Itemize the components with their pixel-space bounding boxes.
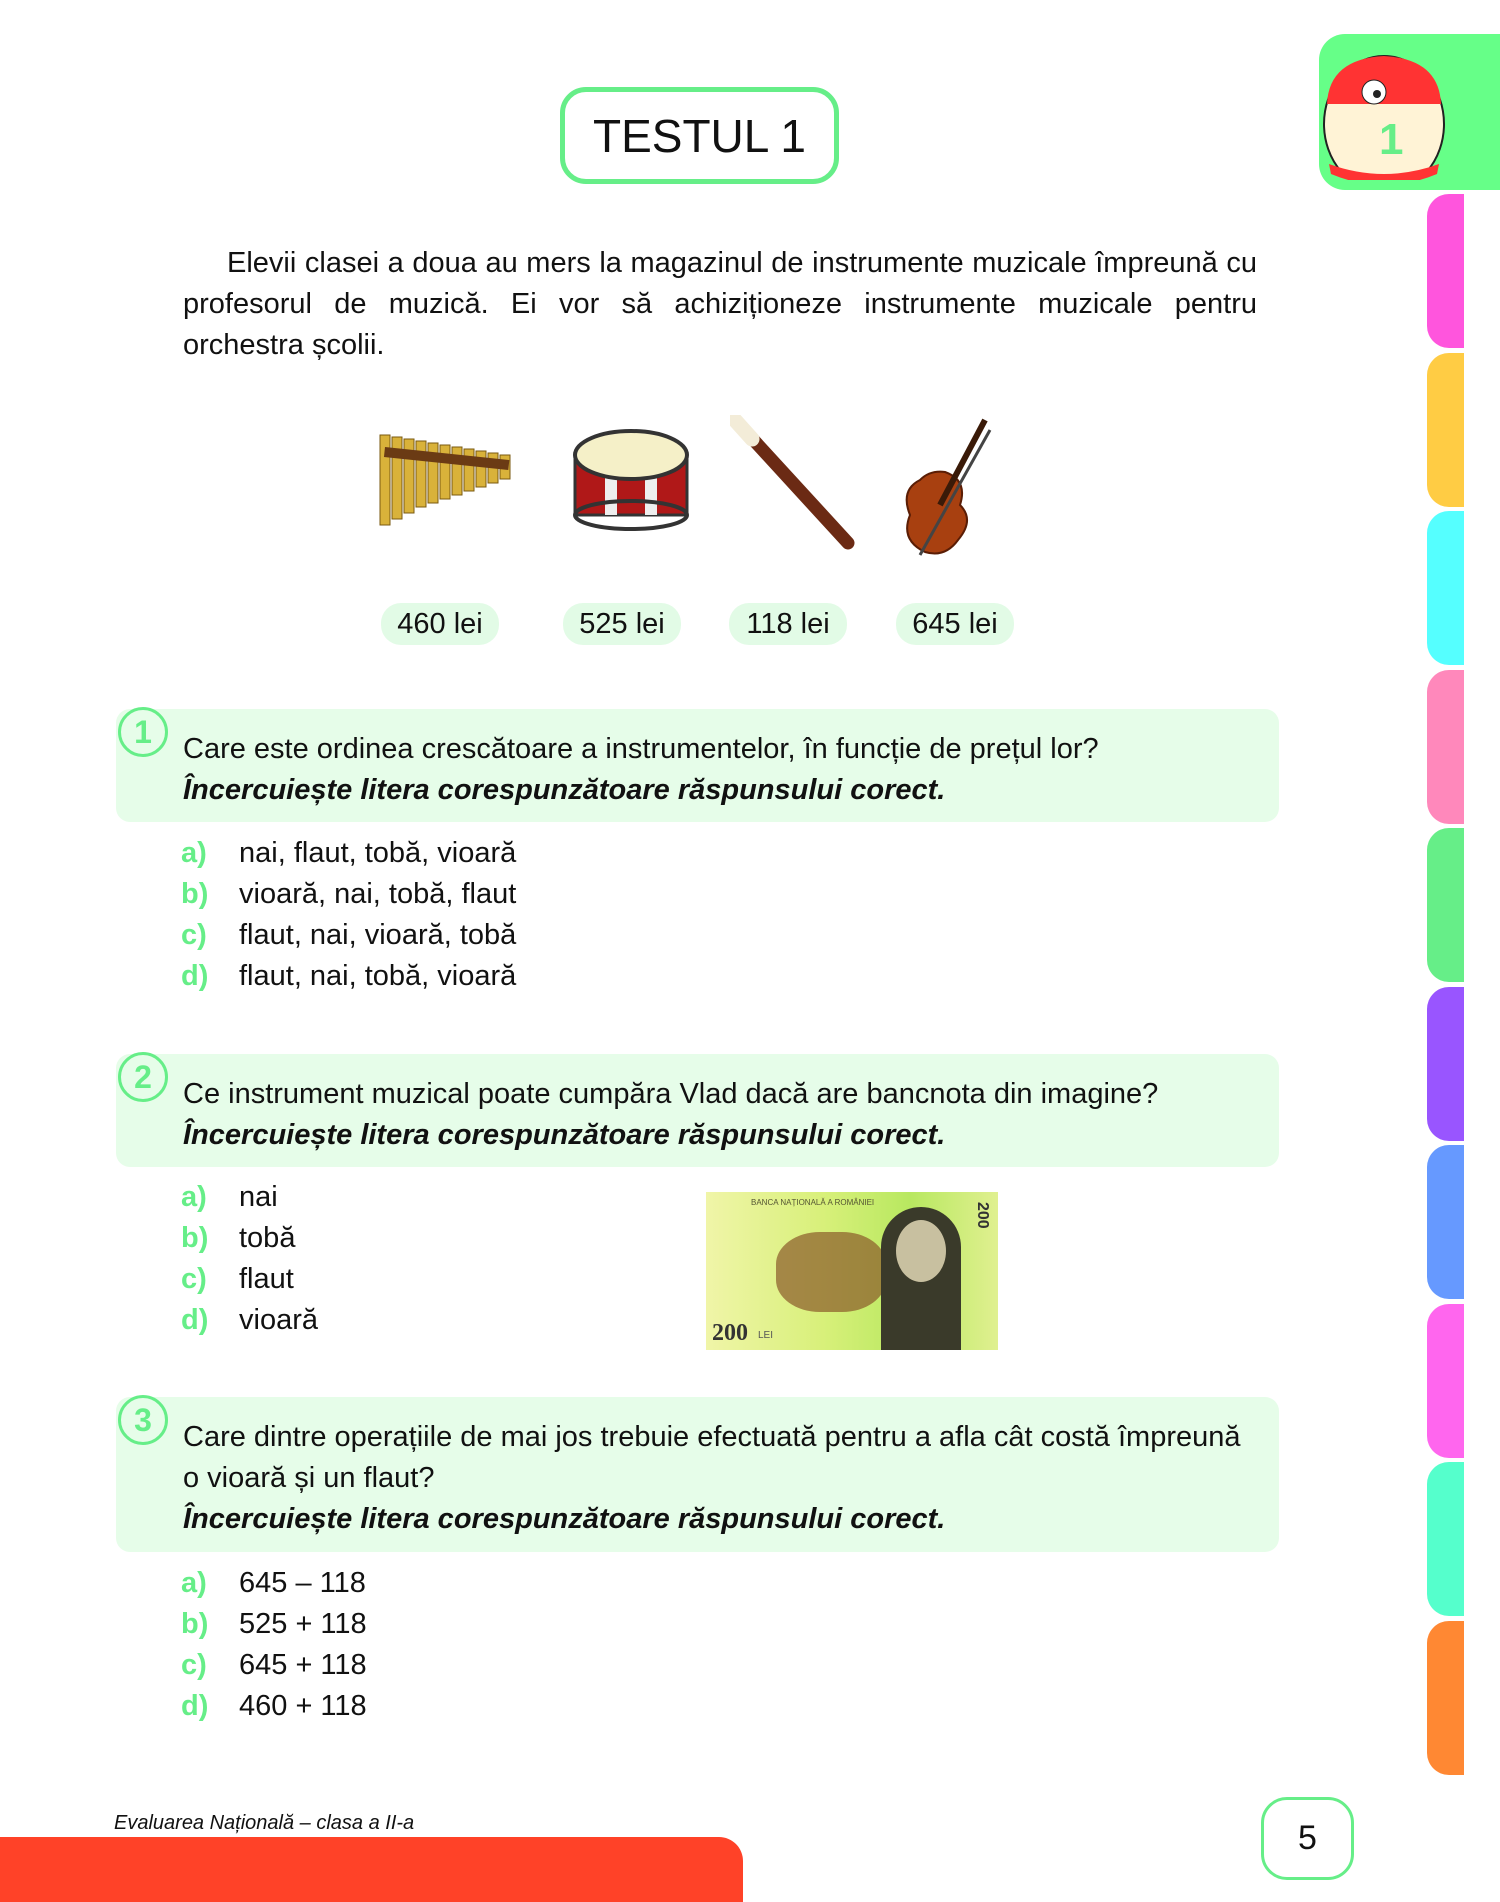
violin-icon bbox=[880, 410, 1000, 560]
option-c[interactable]: c) 645 + 118 bbox=[181, 1649, 367, 1681]
question-number: 2 bbox=[118, 1052, 168, 1102]
price-flute: 118 lei bbox=[729, 603, 847, 645]
price-drum: 525 lei bbox=[563, 603, 681, 645]
mascot-number: 1 bbox=[1379, 115, 1404, 164]
option-a[interactable]: a) 645 – 118 bbox=[181, 1567, 366, 1599]
question-number: 1 bbox=[118, 707, 168, 757]
page-number: 5 bbox=[1261, 1797, 1354, 1880]
intro-paragraph: Elevii clasei a doua au mers la magazinul de instrumente muzicale împreună cu profesorul de muzică. Ei vor să achiziționeze instrumente muzicale pentru orchestra școlii. bbox=[183, 247, 1257, 361]
option-d[interactable]: d) vioară bbox=[181, 1304, 318, 1336]
option-c[interactable]: c) flaut bbox=[181, 1263, 294, 1295]
option-d[interactable]: d) flaut, nai, tobă, vioară bbox=[181, 960, 517, 992]
question-instruction: Încercuiește litera corespunzătoare răspunsului corect. bbox=[183, 774, 946, 806]
page-title: TESTUL 1 bbox=[560, 87, 839, 184]
question-2 bbox=[116, 1054, 1279, 1167]
side-tab-5 bbox=[1427, 828, 1464, 982]
question-text: Care dintre operațiile de mai jos trebuie efectuată pentru a afla cât costă împreună o vioară și un flaut? bbox=[183, 1421, 1241, 1494]
panpipe-icon bbox=[375, 425, 535, 535]
flute-icon bbox=[730, 415, 860, 555]
question-3-options bbox=[181, 1563, 367, 1727]
option-b[interactable]: b) tobă bbox=[181, 1222, 296, 1254]
side-tab-10 bbox=[1427, 1621, 1464, 1775]
mascot-badge bbox=[1319, 34, 1500, 190]
banknote-image: BANCA NAȚIONALĂ A ROMÂNIEI 200 200 LEI bbox=[706, 1192, 998, 1350]
side-tab-7 bbox=[1427, 1145, 1464, 1299]
option-a[interactable]: a) nai bbox=[181, 1181, 278, 1213]
side-tab-6 bbox=[1427, 987, 1464, 1141]
question-text: Care este ordinea crescătoare a instrumentelor, în funcție de prețul lor? bbox=[183, 733, 1099, 765]
side-tab-4 bbox=[1427, 670, 1464, 824]
footer-text: Evaluarea Națională – clasa a II-a bbox=[114, 1812, 415, 1834]
option-c[interactable]: c) flaut, nai, vioară, tobă bbox=[181, 919, 517, 951]
question-instruction: Încercuiește litera corespunzătoare răspunsului corect. bbox=[183, 1119, 946, 1151]
question-number: 3 bbox=[118, 1395, 168, 1445]
option-d[interactable]: d) 460 + 118 bbox=[181, 1690, 367, 1722]
question-1-options bbox=[181, 833, 516, 997]
price-panpipe: 460 lei bbox=[381, 603, 499, 645]
option-b[interactable]: b) vioară, nai, tobă, flaut bbox=[181, 878, 517, 910]
price-violin: 645 lei bbox=[896, 603, 1014, 645]
side-tab-8 bbox=[1427, 1304, 1464, 1458]
side-tab-3 bbox=[1427, 511, 1464, 665]
question-instruction: Încercuiește litera corespunzătoare răspunsului corect. bbox=[183, 1503, 946, 1535]
question-text: Ce instrument muzical poate cumpăra Vlad dacă are bancnota din imagine? bbox=[183, 1078, 1159, 1110]
mascot-icon bbox=[1289, 24, 1470, 180]
side-tab-1 bbox=[1427, 194, 1464, 348]
option-b[interactable]: b) 525 + 118 bbox=[181, 1608, 367, 1640]
question-2-options bbox=[181, 1177, 318, 1341]
footer-bar bbox=[0, 1837, 743, 1902]
question-3 bbox=[116, 1397, 1279, 1552]
drum-icon bbox=[570, 425, 695, 535]
side-tab-2 bbox=[1427, 353, 1464, 507]
question-1 bbox=[116, 709, 1279, 822]
option-a[interactable]: a) nai, flaut, tobă, vioară bbox=[181, 837, 517, 869]
side-tab-9 bbox=[1427, 1462, 1464, 1616]
